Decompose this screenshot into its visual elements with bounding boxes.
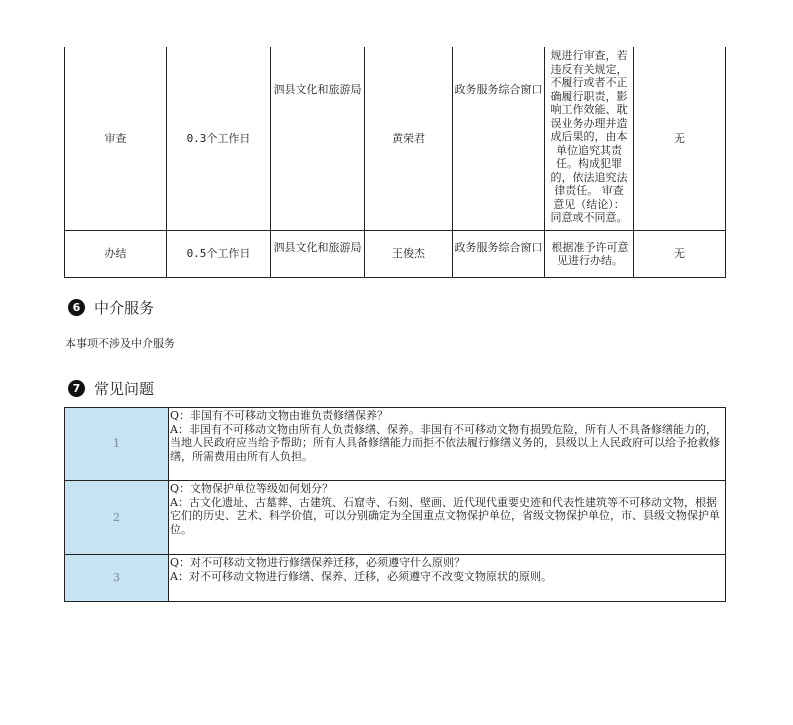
faq-row	[65, 481, 726, 555]
faq-answer: A：对不可移动文物进行修缮、保养、迁移，必须遵守不改变文物原状的原则。	[170, 569, 552, 583]
dept-cell: 泗县文化和旅游局	[271, 230, 365, 277]
note-cell: 无	[634, 47, 726, 230]
section-heading-intermediary	[68, 297, 154, 318]
faq-question: Q：对不可移动文物进行修缮保养迁移，必须遵守什么原则？	[170, 556, 466, 569]
process-table	[64, 47, 726, 278]
section-heading-faq	[68, 378, 154, 399]
step-cell: 办结	[65, 230, 167, 277]
faq-number: 3	[65, 555, 169, 602]
faq-number: 1	[65, 408, 169, 481]
faq-table	[64, 407, 726, 602]
section-text: 本事项不涉及中介服务	[65, 337, 175, 350]
note-cell: 无	[634, 230, 726, 277]
faq-answer: A：古文化遗址、古墓葬、古建筑、石窟寺、石刻、壁画、近代现代重要史迹和代表性建筑等不可移动文物，根据它们的历史、艺术、科学价值，可以分别确定为全国重点文物保护单位，省级文物保护单位，市、县级文物保护单位。	[170, 495, 720, 536]
number-6-badge-icon: 6	[68, 299, 85, 316]
faq-question: Q：文物保护单位等级如何划分？	[170, 482, 334, 495]
person-cell: 王俊杰	[365, 230, 453, 277]
faq-content	[169, 555, 726, 602]
person-cell: 黄荣君	[365, 47, 453, 230]
section-title: 中介服务	[94, 299, 155, 317]
faq-question: Q：非国有不可移动文物由谁负责修缮保养？	[170, 409, 389, 422]
faq-content	[169, 481, 726, 555]
faq-content	[169, 408, 726, 481]
table-row	[65, 47, 726, 230]
faq-answer: A：非国有不可移动文物由所有人负责修缮、保养。非国有不可移动文物有损毁危险，所有人不具备修缮能力的，当地人民政府应当给予帮助；所有人具备修缮能力而拒不依法履行修缮义务的，县级以上人民政府可以给予抢救修缮，所需费用由所有人负担。	[170, 422, 720, 463]
duty-cell: 根据准予许可意见进行办结。	[545, 230, 634, 277]
number-7-badge-icon: 7	[68, 380, 85, 397]
faq-row	[65, 408, 726, 481]
faq-row	[65, 555, 726, 602]
section-title: 常见问题	[94, 380, 155, 398]
dept-cell: 泗县文化和旅游局	[271, 47, 365, 230]
faq-number: 2	[65, 481, 169, 555]
post-cell: 政务服务综合窗口	[453, 47, 545, 230]
post-cell: 政务服务综合窗口	[453, 230, 545, 277]
table-row	[65, 230, 726, 277]
time-cell: 0.5个工作日	[167, 230, 271, 277]
time-cell: 0.3个工作日	[167, 47, 271, 230]
step-cell: 审查	[65, 47, 167, 230]
duty-cell: 规进行审查，若违反有关规定，不履行或者不正确履行职责，影响工作效能、耽误业务办理并造成后果的，由本单位追究其责任。构成犯罪的，依法追究法律责任。 审查意见（结论）：同意或不同意。	[545, 47, 634, 230]
